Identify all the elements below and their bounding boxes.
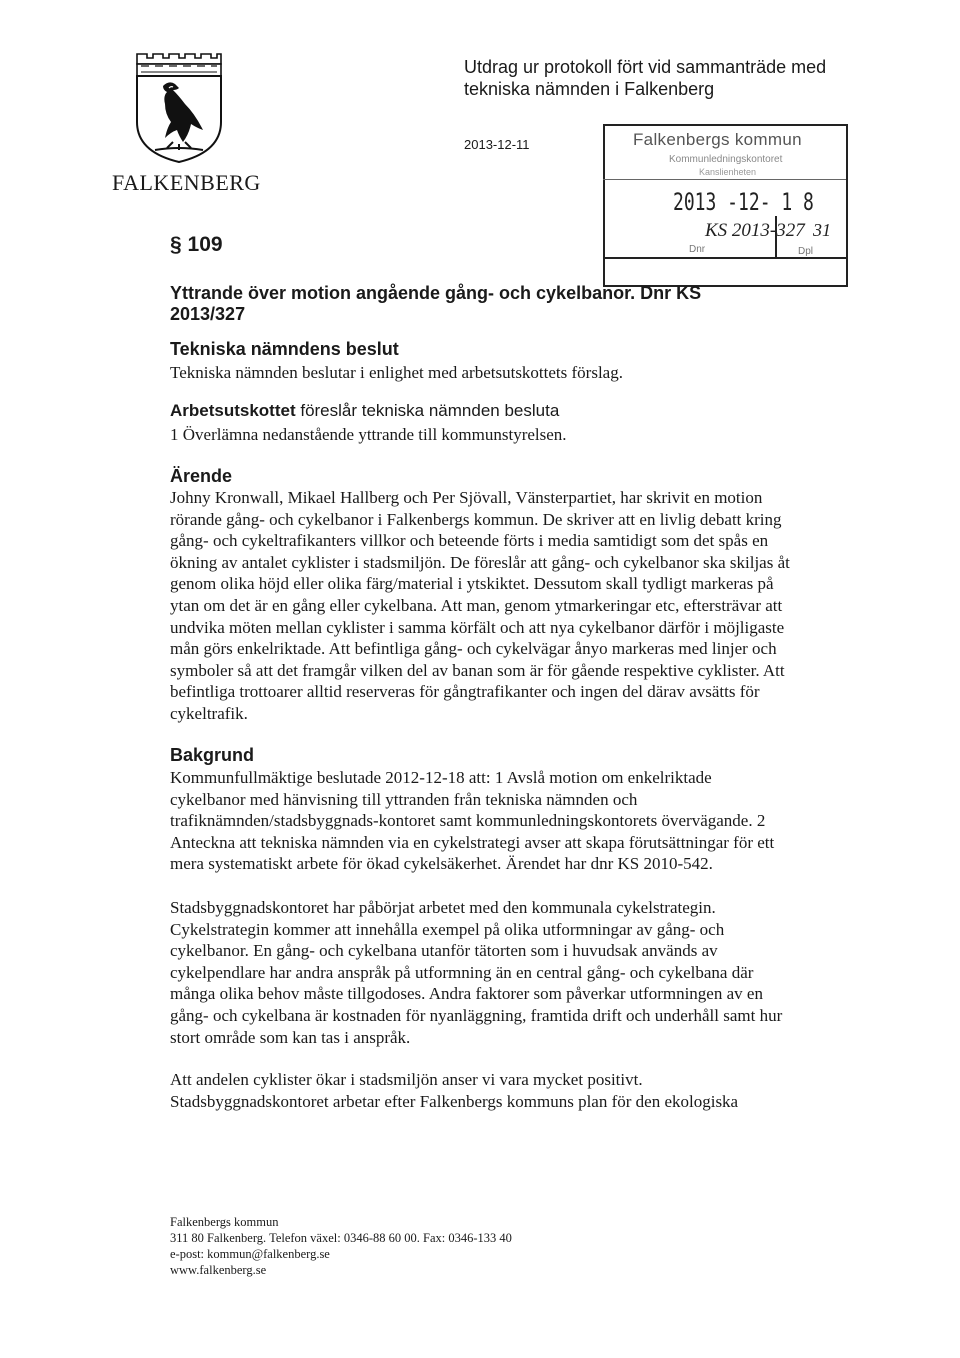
body-line: Anteckna att tekniska nämnden via en cykelstrategi avser att skapa förutsättningar för ett xyxy=(170,832,775,852)
proposal-item: 1 Överlämna nedanstående yttrande till kommunstyrelsen. xyxy=(170,425,567,444)
footer-address: 311 80 Falkenberg. Telefon växel: 0346-88 60 00. Fax: 0346-133 40 xyxy=(170,1231,512,1245)
strategy-paragraph xyxy=(170,897,850,1048)
body-line: cykelbanor. En gång- och cykelbana utanför tätorten som i huvudsak används av xyxy=(170,941,718,961)
decision-heading: Tekniska nämndens beslut xyxy=(170,339,399,359)
stamp-organization: Falkenbergs kommun xyxy=(633,130,802,149)
body-line: Att andelen cyklister ökar i stadsmiljön anser vi vara mycket positivt. xyxy=(170,1070,643,1089)
arende-body xyxy=(170,487,850,725)
header-title-line: tekniska nämnden i Falkenberg xyxy=(464,79,715,99)
stamp-number-handwritten: 31 xyxy=(813,220,831,240)
body-line: Kommunfullmäktige beslutade 2012-12-18 att: 1 Avslå motion om enkelriktade xyxy=(170,768,712,787)
body-line: många olika behov måste tillgodoses. Andra faktorer som påverkar utformningen av en xyxy=(170,984,763,1004)
document-title xyxy=(170,283,810,325)
proposal-lead xyxy=(170,401,559,421)
protocol-header-title xyxy=(464,56,884,100)
footer-website: www.falkenberg.se xyxy=(170,1263,267,1277)
body-line: mera systematiskt arbete för ökad cykelsäkerhet. Ärendet har dnr KS 2010-542. xyxy=(170,854,713,874)
stamp-dnr-handwritten: KS 2013-327 xyxy=(705,220,805,241)
decision-text: Tekniska nämnden beslutar i enlighet med arbetsutskottets förslag. xyxy=(170,363,623,382)
closing-paragraph xyxy=(170,1069,850,1112)
body-line: undvika möten mellan cyklister i samma körfält och att nya cykelbanor därför i möjligaste xyxy=(170,617,785,637)
body-line: Cykelstrategin kommer att innehålla exempel på olika utformningar av gång- och xyxy=(170,919,725,939)
proposal-lead-bold: Arbetsutskottet xyxy=(170,401,296,420)
logo-text: FALKENBERG xyxy=(112,170,261,195)
body-line: trafiknämnden/stadsbyggnads-kontoret samt kommunledningskontorets övervägande. 2 xyxy=(170,811,766,831)
body-line: symboler så att det framgår vilken del av banan som är för gående respektive cyklister. Att xyxy=(170,660,785,680)
body-line: befintliga trottoarer alltid reserveras för gångtrafikanter och ingen del därav avsätts för xyxy=(170,682,760,702)
municipality-logo xyxy=(112,52,261,232)
body-line: ytan om det är en gång eller cykelbana. Att man, genom ytmarkeringar etc, eftersträvar att xyxy=(170,595,783,615)
received-stamp xyxy=(603,124,848,287)
footer-org: Falkenbergs kommun xyxy=(170,1215,279,1229)
bakgrund-body xyxy=(170,767,850,875)
body-line: ökning av antalet cyklister i stadsmiljön. De föreslår att gång- och cykelbanor ska skiljas åt xyxy=(170,552,790,572)
body-line: genom olika höjd eller olika färg/material i ytskiktet. Dessutom skall tydligt markeras på xyxy=(170,574,774,594)
body-line: Stadsbyggnadskontoret arbetar efter Falkenbergs kommuns plan för den ekologiska xyxy=(170,1091,739,1111)
body-line: Stadsbyggnadskontoret har påbörjat arbetet med den kommunala cykelstrategin. xyxy=(170,898,716,917)
footer-contact xyxy=(170,1214,512,1278)
proposal-lead-rest: föreslår tekniska nämnden besluta xyxy=(295,401,560,420)
body-line: stort område som kan tas i anspråk. xyxy=(170,1027,411,1047)
body-line: cykeltrafik. xyxy=(170,703,248,723)
body-line: gång- och cykelbana är kostnaden för nyanläggning, framtida drift och underhåll samt hur xyxy=(170,1005,783,1025)
arende-heading: Ärende xyxy=(170,466,233,486)
stamp-date: 2013 -12- 1 8 xyxy=(673,188,814,216)
title-line: Yttrande över motion angående gång- och cykelbanor. Dnr KS xyxy=(170,283,702,303)
body-line: rörande gång- och cykelbanor i Falkenbergs kommun. De skriver att en livlig debatt kring xyxy=(170,509,782,529)
body-line: gång- och cykeltrafikanters villkor och beteende förts i media samtidigt som det spås en xyxy=(170,531,769,551)
meeting-date: 2013-12-11 xyxy=(464,137,530,152)
header-title-line: Utdrag ur protokoll fört vid sammanträde med xyxy=(464,57,827,77)
body-line: cykelpendlare har andra anspråk på utformning än en central gång- och cykelbana där xyxy=(170,962,754,982)
stamp-dpl-label: Dpl xyxy=(798,246,814,257)
section-number: § 109 xyxy=(170,233,223,256)
stamp-department: Kommunledningskontoret xyxy=(669,154,783,165)
stamp-dnr-label: Dnr xyxy=(689,244,706,255)
footer-email: e-post: kommun@falkenberg.se xyxy=(170,1247,330,1261)
body-line: Johny Kronwall, Mikael Hallberg och Per Sjövall, Vänsterpartiet, har skrivit en motion xyxy=(170,488,763,507)
body-line: mån görs enkelriktade. Att befintliga gång- och cykelvägar ånyo markeras med linjer och xyxy=(170,639,777,659)
body-line: cykelbanor med hänvisning till yttranden från tekniska nämnden och xyxy=(170,789,638,809)
coat-of-arms-icon xyxy=(133,52,225,164)
stamp-unit: Kanslienheten xyxy=(699,167,757,177)
title-line: 2013/327 xyxy=(170,304,246,324)
bakgrund-heading: Bakgrund xyxy=(170,745,255,765)
